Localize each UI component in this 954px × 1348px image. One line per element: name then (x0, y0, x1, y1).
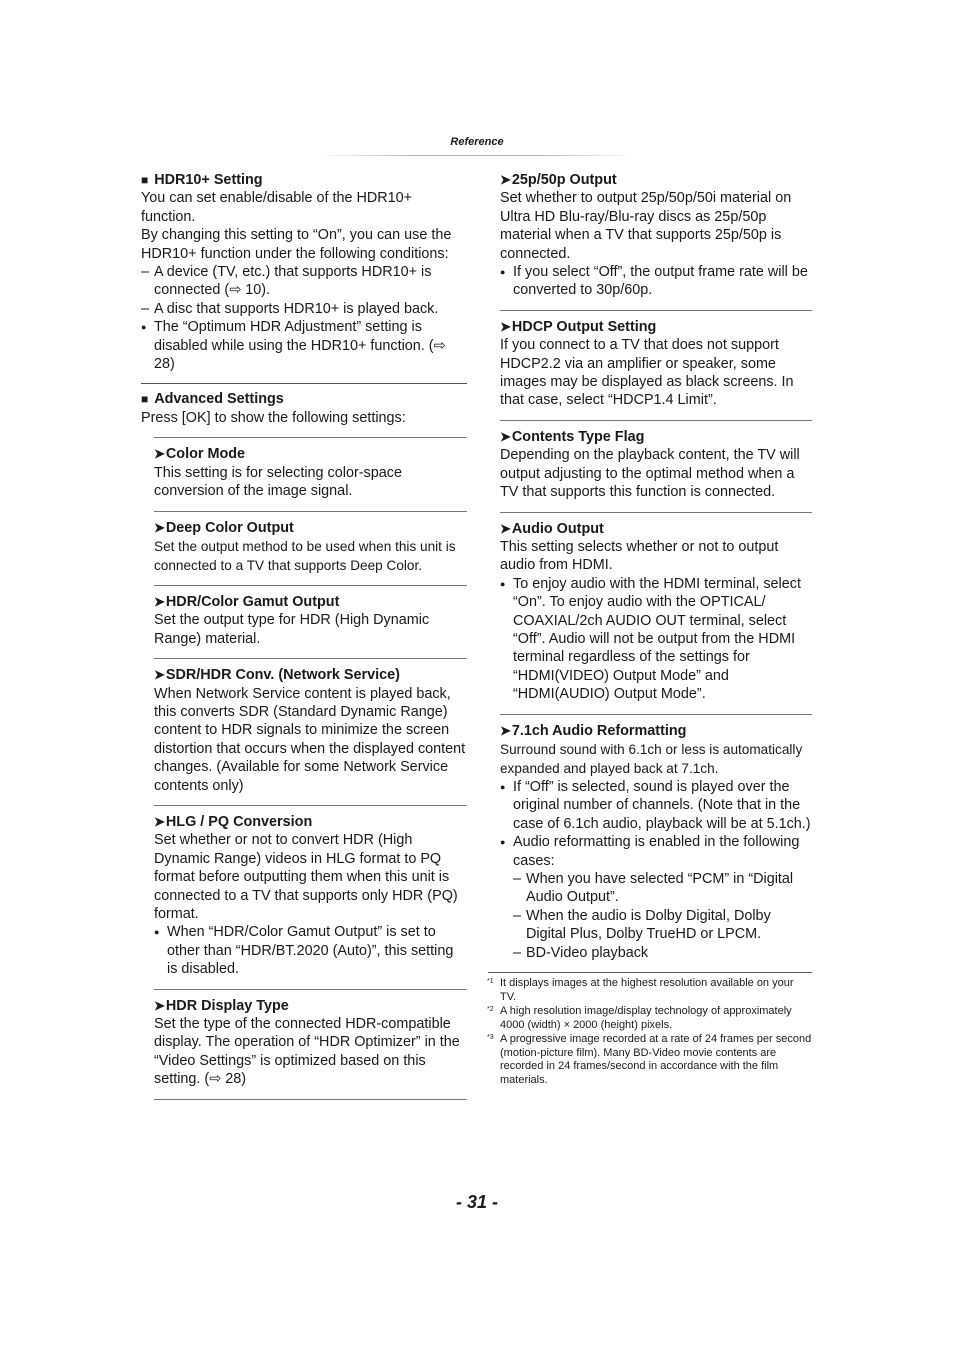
chevron-right-icon: ➤ (154, 997, 165, 1013)
reformat-case-2: – When the audio is Dolby Digital, Dolby Digital Plus, Dolby TrueHD or LPCM. (500, 907, 812, 944)
hdr10plus-text-1: You can set enable/disable of the HDR10+ function. (141, 190, 413, 225)
chevron-right-icon: ➤ (500, 318, 511, 334)
p25-50-note: ● If you select “Off”, the output frame rate will be converted to 30p/60p. (500, 263, 812, 300)
item-divider (154, 585, 467, 586)
deep-color-heading: ➤Deep Color Output (154, 519, 294, 536)
page-header-title: Reference (450, 136, 504, 148)
item-divider (154, 511, 467, 512)
item-divider (500, 512, 812, 513)
reformat-note-1: ● If “Off” is selected, sound is played over the original number of channels. (Note that in the case of 6.1ch audio, playback will be at 5.1ch.) (500, 778, 812, 833)
contents-flag-heading: ➤Contents Type Flag (500, 428, 645, 445)
hlg-pq-text: Set whether or not to convert HDR (High Dynamic Range) videos in HLG format to PQ format before outputting them when this unit is connected to a TV that supports only HDR (PQ) format. (154, 832, 458, 922)
reformat-text: Surround sound with 6.1ch or less is automatically expanded and played back at 7.1ch. (500, 741, 803, 776)
item-divider (154, 437, 467, 438)
hdr-display-text: Set the type of the connected HDR-compatible display. The operation of “HDR Optimizer” in the “Video Settings” is optimized based on this setting. (⇨ 28) (154, 1016, 460, 1088)
audio-output-text: This setting selects whether or not to output audio from HDMI. (500, 538, 779, 574)
header-divider (318, 155, 636, 156)
footnote-mark: *2 (487, 1006, 494, 1014)
hdr-gamut-text: Set the output type for HDR (High Dynamic Range) material. (154, 612, 430, 647)
advanced-settings-heading: ■ Advanced Settings (141, 391, 284, 408)
advanced-settings-list (154, 437, 467, 1099)
footnote-divider (488, 972, 812, 973)
hdcp-text: If you connect to a TV that does not support HDCP2.2 via an amplifier or speaker, some images may be displayed as black screens. In that case, select “HDCP1.4 Limit”. (500, 337, 794, 409)
contents-flag-text: Depending on the playback content, the TV will output adjusting to the optimal method when a TV that supports this function is connected. (500, 447, 800, 501)
item-divider (154, 989, 467, 990)
square-bullet-icon: ■ (141, 173, 149, 187)
item-divider (500, 420, 812, 421)
item-divider (500, 714, 812, 715)
chevron-right-icon: ➤ (500, 172, 511, 187)
chevron-right-icon: ➤ (154, 519, 165, 535)
footnote-3: *3 A progressive image recorded at a rate of 24 frames per second (motion-picture film). Many BD-Video movie contents are recorded in 24 frames/second in accordance with the film materials. (487, 1033, 812, 1086)
chevron-right-icon: ➤ (500, 722, 511, 738)
color-mode-heading: ➤Color Mode (154, 446, 246, 463)
page-number: - 31 - (455, 1192, 498, 1212)
reformat-case-1: – When you have selected “PCM” in “Digital Audio Output”. (500, 870, 812, 907)
hdr-gamut-heading: ➤HDR/Color Gamut Output (154, 593, 340, 610)
hdcp-heading: ➤HDCP Output Setting (500, 318, 657, 335)
hdr-display-heading: ➤HDR Display Type (154, 997, 289, 1014)
footnote-1: *1 It displays images at the highest resolution available on your TV. (487, 977, 794, 1003)
sdr-hdr-heading: ➤SDR/HDR Conv. (Network Service) (154, 667, 400, 684)
reformat-note-2: ● Audio reformatting is enabled in the following cases: (500, 833, 812, 870)
right-column (487, 171, 812, 1088)
chevron-right-icon: ➤ (500, 520, 511, 536)
audio-output-note: ● To enjoy audio with the HDMI terminal, select “On”. To enjoy audio with the OPTICAL/ COAXIAL/2ch AUDIO OUT terminal, select “Off”. Audio will not be output from the HDMI terminal regardless of the settings for “HDMI(VIDEO) Output Mode” and “HDMI(AUDIO) Output Mode”. (500, 575, 812, 704)
p25-50-heading: ➤25p/50p Output (500, 172, 617, 188)
left-column (141, 171, 467, 1107)
item-divider (154, 1099, 467, 1100)
hdr10plus-condition-1: – A device (TV, etc.) that supports HDR10+ is connected (⇨ 10). (141, 263, 467, 300)
hdr10plus-note: ● The “Optimum HDR Adjustment” setting is disabled while using the HDR10+ function. (⇨ 28) (141, 318, 467, 373)
hlg-pq-heading: ➤HLG / PQ Conversion (154, 813, 313, 830)
footnote-2: *2 A high resolution image/display technology of approximately 4000 (width) × 2000 (height) pixels. (487, 1005, 792, 1031)
reformat-case-3: – BD-Video playback (500, 944, 812, 962)
color-mode-text: This setting is for selecting color-space conversion of the image signal. (154, 464, 402, 500)
square-bullet-icon: ■ (141, 392, 149, 407)
chevron-right-icon: ➤ (154, 593, 165, 609)
p25-50-text: Set whether to output 25p/50p/50i material on Ultra HD Blu-ray/Blu-ray discs as 25p/50p material when a TV that supports 25p/50p is connected. (500, 190, 792, 262)
audio-output-heading: ➤Audio Output (500, 520, 604, 537)
chevron-right-icon: ➤ (154, 667, 165, 683)
deep-color-text: Set the output method to be used when this unit is connected to a TV that supports Deep Color. (154, 538, 456, 573)
reformat-heading: ➤7.1ch Audio Reformatting (500, 722, 687, 739)
footnote-mark: *3 (487, 1034, 494, 1042)
hdr10plus-text-2: By changing this setting to “On”, you can use the HDR10+ function under the following conditions: (141, 227, 452, 262)
sdr-hdr-text: When Network Service content is played back, this converts SDR (Standard Dynamic Range) content to HDR signals to minimize the screen distortion that occurs when the displayed content changes. (Available for some Network Service contents only) (154, 685, 466, 794)
footnote-mark: *1 (487, 978, 494, 986)
item-divider (154, 658, 467, 659)
advanced-settings-intro: Press [OK] to show the following settings: (141, 409, 406, 426)
chevron-right-icon: ➤ (500, 428, 511, 444)
chevron-right-icon: ➤ (154, 446, 165, 462)
item-divider (154, 805, 467, 806)
item-divider (500, 310, 812, 311)
chevron-right-icon: ➤ (154, 813, 165, 829)
hdr10plus-heading: ■ HDR10+ Setting (141, 172, 263, 188)
section-divider (141, 383, 467, 384)
hdr10plus-condition-2: – A disc that supports HDR10+ is played back. (141, 300, 467, 318)
hlg-pq-note: ● When “HDR/Color Gamut Output” is set to other than “HDR/BT.2020 (Auto)”, this setting is disabled. (154, 923, 467, 978)
